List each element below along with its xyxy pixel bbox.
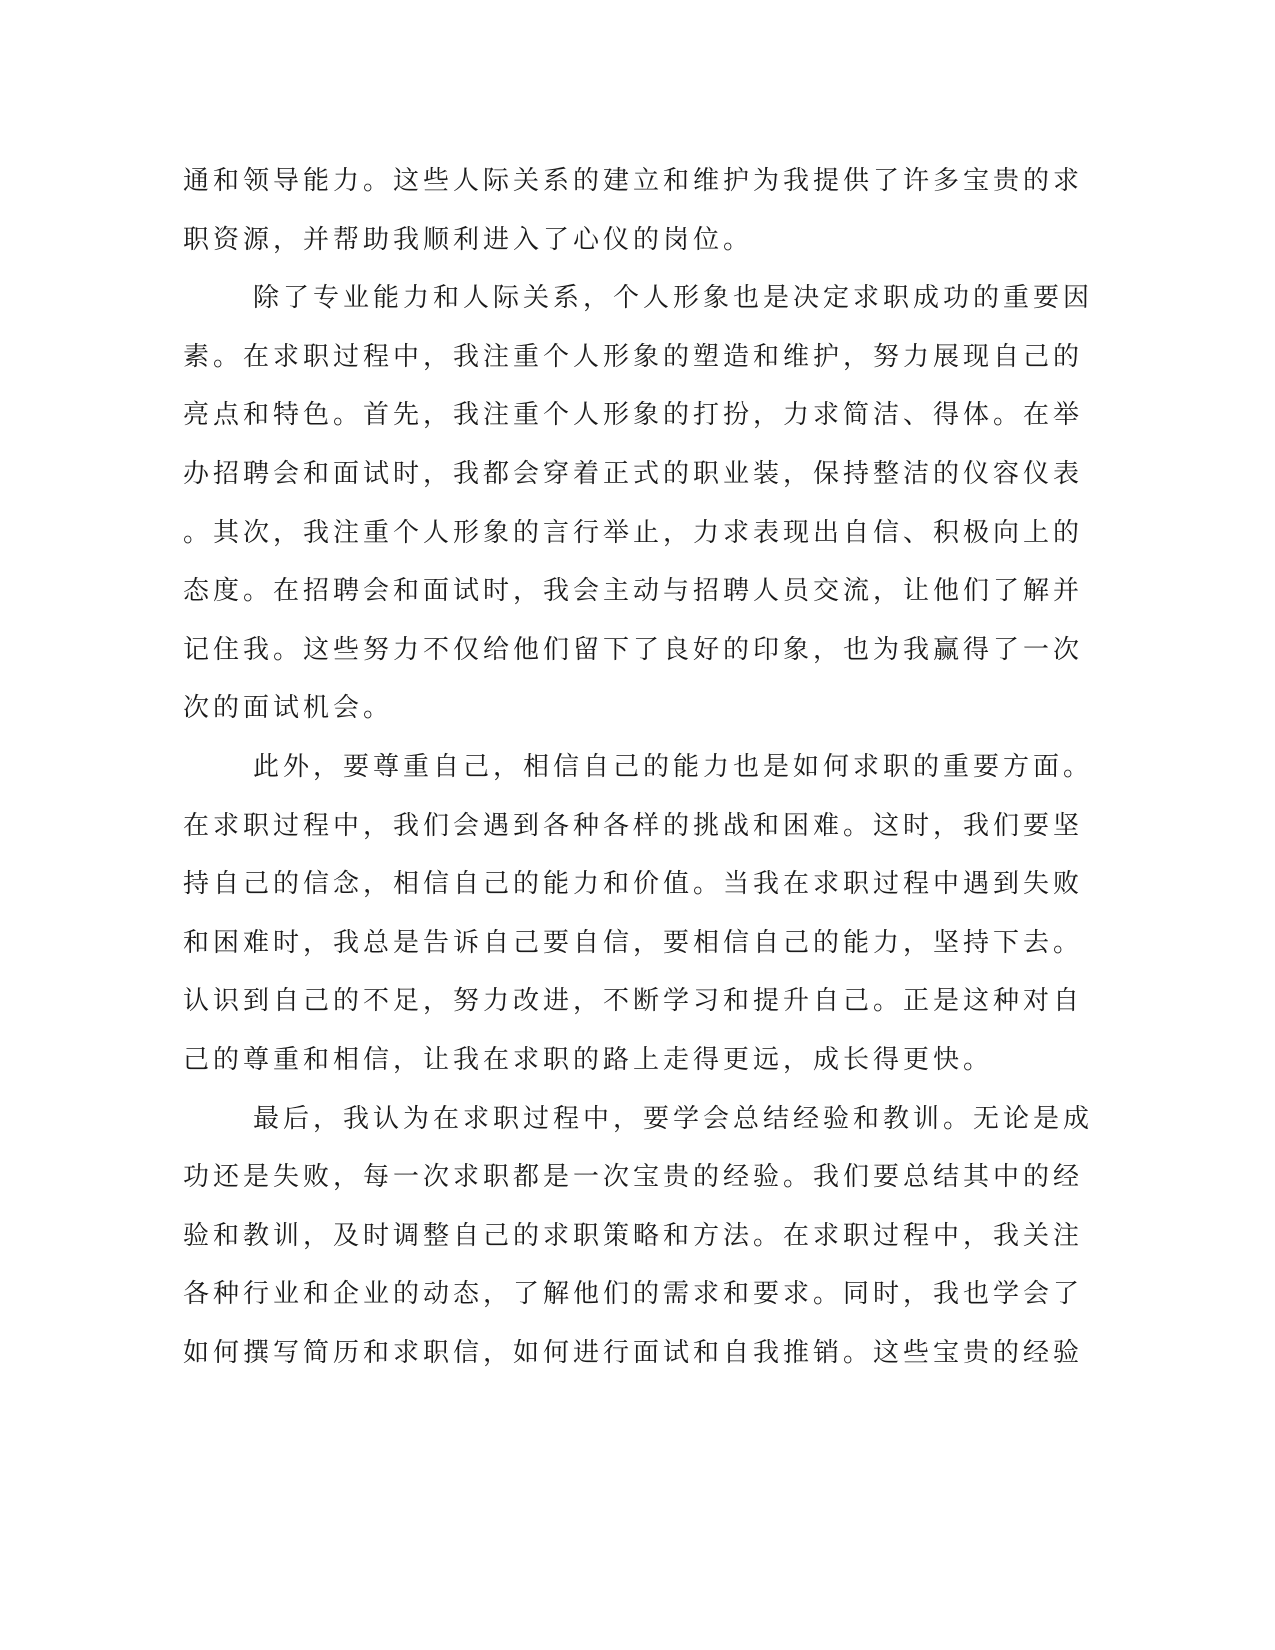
paragraph-2-line-1: 除了专业能力和人际关系，个人形象也是决定求职成功的重要因 [253,283,1094,314]
paragraph-1-line-2: 职资源，并帮助我顺利进入了心仪的岗位。 [183,224,754,255]
paragraph-3-line-6: 己的尊重和相信，让我在求职的路上走得更远，成长得更快。 [183,1044,994,1075]
paragraph-3-line-5: 认识到自己的不足，努力改进，不断学习和提升自己。正是这种对自 [183,986,1084,1017]
paragraph-2-line-8: 次的面试机会。 [183,693,394,724]
body-text [183,152,1094,1382]
paragraph-2-line-3: 亮点和特色。首先，我注重个人形象的打扮，力求简洁、得体。在举 [183,400,1084,431]
paragraph-3-line-2: 在求职过程中，我们会遇到各种各样的挑战和困难。这时，我们要坚 [183,810,1084,841]
paragraph-4-line-5: 如何撰写简历和求职信，如何进行面试和自我推销。这些宝贵的经验 [183,1337,1084,1368]
paragraph-2-line-4: 办招聘会和面试时，我都会穿着正式的职业装，保持整洁的仪容仪表 [183,458,1084,489]
paragraph-3-line-3: 持自己的信念，相信自己的能力和价值。当我在求职过程中遇到失败 [183,869,1084,900]
paragraph-4-line-2: 功还是失败，每一次求职都是一次宝贵的经验。我们要总结其中的经 [183,1162,1084,1193]
paragraph-4-line-1: 最后，我认为在求职过程中，要学会总结经验和教训。无论是成 [253,1103,1094,1134]
paragraph-2-line-5: 。其次，我注重个人形象的言行举止，力求表现出自信、积极向上的 [183,517,1084,548]
paragraph-4-line-3: 验和教训，及时调整自己的求职策略和方法。在求职过程中，我关注 [183,1220,1084,1251]
paragraph-4-line-4: 各种行业和企业的动态，了解他们的需求和要求。同时，我也学会了 [183,1279,1084,1310]
paragraph-2-line-2: 素。在求职过程中，我注重个人形象的塑造和维护，努力展现自己的 [183,341,1084,372]
paragraph-2-line-7: 记住我。这些努力不仅给他们留下了良好的印象，也为我赢得了一次 [183,634,1084,665]
paragraph-3-line-1: 此外，要尊重自己，相信自己的能力也是如何求职的重要方面。 [253,751,1094,782]
paragraph-3-line-4: 和困难时，我总是告诉自己要自信，要相信自己的能力，坚持下去。 [183,927,1084,958]
paragraph-2-line-6: 态度。在招聘会和面试时，我会主动与招聘人员交流，让他们了解并 [183,576,1084,607]
paragraph-1-line-1: 通和领导能力。这些人际关系的建立和维护为我提供了许多宝贵的求 [183,166,1084,196]
